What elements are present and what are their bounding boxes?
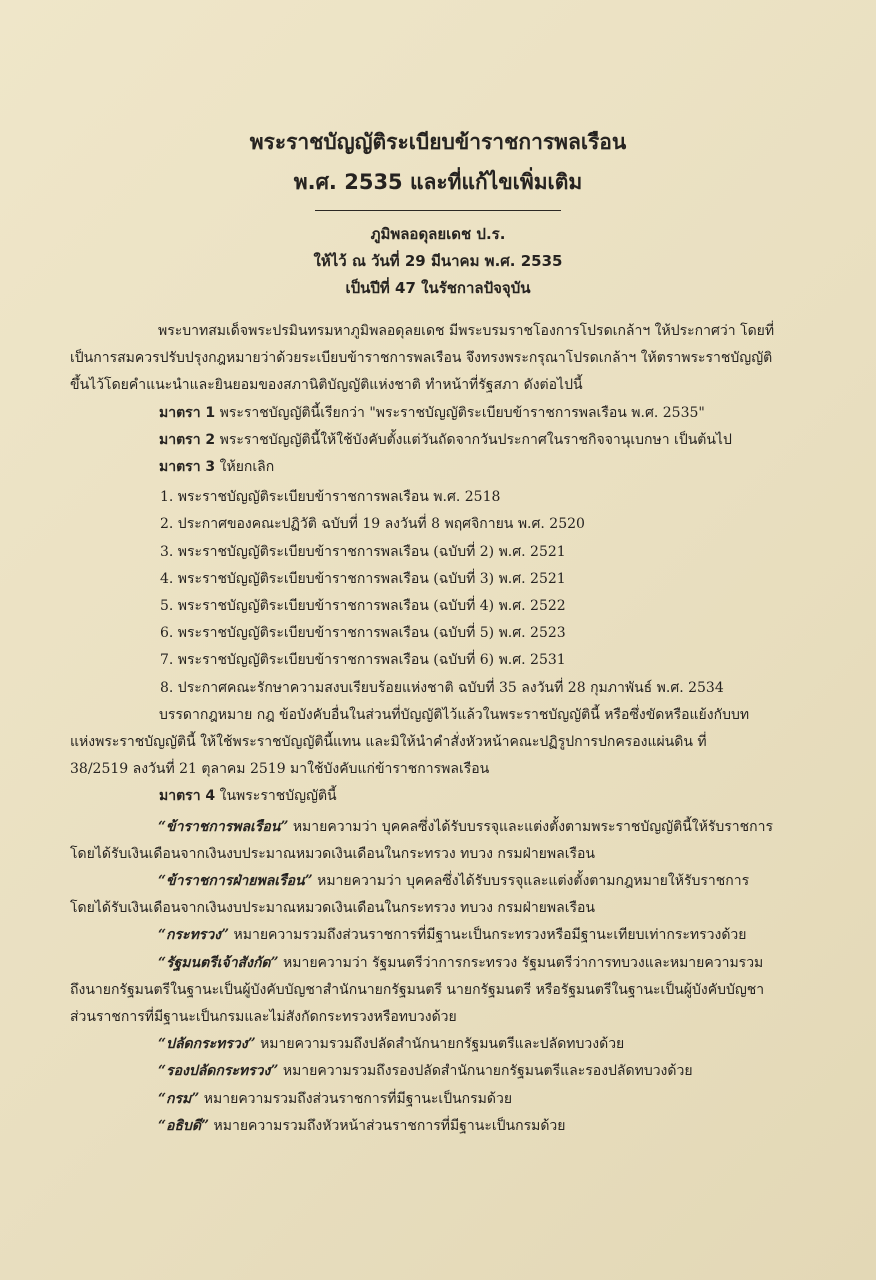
- definition-text: หมายความรวมถึงส่วนราชการที่มีฐานะเป็นกระทรวงหรือมีฐานะเทียบเท่ากระทรวงด้วย: [229, 927, 747, 944]
- list-item: 8. ประกาศคณะรักษาความสงบเรียบร้อยแห่งชาติ ฉบับที่ 35 ลงวันที่ 28 กุมภาพันธ์ พ.ศ. 2534: [160, 679, 724, 696]
- list-item: 5. พระราชบัญญัติระเบียบข้าราชการพลเรือน (ฉบับที่ 4) พ.ศ. 2522: [160, 598, 566, 615]
- definition-director-general: [70, 1113, 810, 1140]
- definition-civil-servant: [70, 814, 810, 841]
- section-1: [70, 400, 810, 427]
- definition-continuation: โดยได้รับเงินเดือนจากเงินงบประมาณหมวดเงินเดือนในกระทรวง ทบวง กรมฝ่ายพลเรือน: [70, 900, 595, 917]
- section-3-closing-line: บรรดากฎหมาย กฎ ข้อบังคับอื่นในส่วนที่บัญญัติไว้แล้วในพระราชบัญญัตินี้ หรือซึ่งขัดหรือแย้งกับบท: [159, 706, 750, 723]
- reign-year: เป็นปีที่ 47 ในรัชกาลปัจจุบัน: [345, 279, 531, 297]
- definitions: [70, 814, 810, 1140]
- definition-term: “ปลัดกระทรวง”: [158, 1036, 256, 1053]
- section-label: มาตรา 4: [159, 788, 216, 805]
- title-divider: [315, 210, 561, 211]
- section-2: [70, 427, 810, 454]
- list-item: 3. พระราชบัญญัติระเบียบข้าราชการพลเรือน (ฉบับที่ 2) พ.ศ. 2521: [160, 543, 566, 560]
- list-item: 7. พระราชบัญญัติระเบียบข้าราชการพลเรือน (ฉบับที่ 6) พ.ศ. 2531: [160, 652, 566, 669]
- definition-text: หมายความว่า บุคคลซึ่งได้รับบรรจุและแต่งตั้งตามพระราชบัญญัตินี้ให้รับราชการ: [288, 818, 773, 835]
- definition-ministry: [70, 922, 810, 949]
- section-4: [70, 783, 810, 810]
- definition-text: หมายความรวมถึงปลัดสำนักนายกรัฐมนตรีและปลัดทบวงด้วย: [255, 1036, 625, 1053]
- section-text: ให้ยกเลิก: [219, 459, 275, 476]
- definition-permanent-secretary: [70, 1031, 810, 1058]
- definition-term: “ข้าราชการฝ่ายพลเรือน”: [158, 873, 313, 890]
- section-3-closing-line: 38/2519 ลงวันที่ 21 ตุลาคม 2519 มาใช้บังคับแก่ข้าราชการพลเรือน: [70, 761, 490, 778]
- king-signature: ภูมิพลอดุลยเดช ป.ร.: [370, 225, 506, 243]
- definition-text: หมายความรวมถึงรองปลัดสำนักนายกรัฐมนตรีและรองปลัดทบวงด้วย: [278, 1063, 693, 1080]
- definition-term: “อธิบดี”: [158, 1117, 210, 1134]
- section-text: พระราชบัญญัตินี้เรียกว่า "พระราชบัญญัติระเบียบข้าราชการพลเรือน พ.ศ. 2535": [219, 404, 705, 421]
- list-item: 4. พระราชบัญญัติระเบียบข้าราชการพลเรือน (ฉบับที่ 3) พ.ศ. 2521: [160, 570, 566, 587]
- section-3-closing-line: แห่งพระราชบัญญัตินี้ ให้ใช้พระราชบัญญัตินี้แทน และมิให้นำคำสั่งหัวหน้าคณะปฏิรูปการปกครองแผ่นดิน ที่: [70, 734, 707, 751]
- section-3: [70, 454, 810, 481]
- definition-minister: [70, 950, 810, 977]
- list-item: 1. พระราชบัญญัติระเบียบข้าราชการพลเรือน พ.ศ. 2518: [160, 489, 501, 506]
- definition-civilian-official: [70, 868, 810, 895]
- section-label: มาตรา 1: [159, 404, 216, 421]
- definition-term: “ข้าราชการพลเรือน”: [158, 818, 289, 835]
- definition-term: “กระทรวง”: [158, 927, 230, 944]
- document-header: [0, 122, 876, 302]
- title-line-1: พระราชบัญญัติระเบียบข้าราชการพลเรือน: [249, 130, 627, 154]
- list-item: 6. พระราชบัญญัติระเบียบข้าราชการพลเรือน (ฉบับที่ 5) พ.ศ. 2523: [160, 625, 566, 642]
- given-date: ให้ไว้ ณ วันที่ 29 มีนาคม พ.ศ. 2535: [313, 252, 563, 270]
- definition-text: หมายความว่า บุคคลซึ่งได้รับบรรจุและแต่งตั้งตามกฎหมายให้รับราชการ: [312, 873, 750, 890]
- section-label: มาตรา 2: [159, 431, 216, 448]
- title-line-2: พ.ศ. 2535 และที่แก้ไขเพิ่มเติม: [293, 170, 583, 194]
- definition-text: หมายความว่า รัฐมนตรีว่าการกระทรวง รัฐมนตรีว่าการทบวงและหมายความรวม: [278, 954, 764, 971]
- definition-text: หมายความรวมถึงส่วนราชการที่มีฐานะเป็นกรมด้วย: [199, 1090, 513, 1107]
- definition-deputy-permanent-secretary: [70, 1058, 810, 1085]
- definition-continuation: โดยได้รับเงินเดือนจากเงินงบประมาณหมวดเงินเดือนในกระทรวง ทบวง กรมฝ่ายพลเรือน: [70, 845, 595, 862]
- section-text: ในพระราชบัญญัตินี้: [219, 788, 337, 805]
- preamble-line: พระบาทสมเด็จพระปรมินทรมหาภูมิพลอดุลยเดช มีพระบรมราชโองการโปรดเกล้าฯ ให้ประกาศว่า โดยที่: [158, 323, 775, 339]
- definition-term: “รัฐมนตรีเจ้าสังกัด”: [158, 954, 279, 971]
- definition-text: หมายความรวมถึงหัวหน้าส่วนราชการที่มีฐานะเป็นกรมด้วย: [209, 1117, 566, 1134]
- document-body: [70, 318, 810, 1140]
- section-label: มาตรา 3: [159, 459, 216, 476]
- definition-term: “กรม”: [158, 1090, 200, 1107]
- definition-department: [70, 1086, 810, 1113]
- section-text: พระราชบัญญัตินี้ให้ใช้บังคับตั้งแต่วันถัดจากวันประกาศในราชกิจจานุเบกษา เป็นต้นไป: [219, 431, 732, 448]
- definition-continuation: ส่วนราชการที่มีฐานะเป็นกรมและไม่สังกัดกระทรวงหรือทบวงด้วย: [70, 1009, 457, 1026]
- repealed-list: [70, 484, 810, 702]
- definition-continuation: ถึงนายกรัฐมนตรีในฐานะเป็นผู้บังคับบัญชาสำนักนายกรัฐมนตรี นายกรัฐมนตรี หรือรัฐมนตรีในฐานะเป็นผู้บังคับบัญชา: [70, 981, 765, 998]
- list-item: 2. ประกาศของคณะปฏิวัติ ฉบับที่ 19 ลงวันที่ 8 พฤศจิกายน พ.ศ. 2520: [160, 516, 585, 533]
- preamble-line: เป็นการสมควรปรับปรุงกฎหมายว่าด้วยระเบียบข้าราชการพลเรือน จึงทรงพระกรุณาโปรดเกล้าฯ ให้ตราพระราชบัญญัติ: [70, 350, 773, 367]
- preamble-line: ขึ้นไว้โดยคำแนะนำและยินยอมของสภานิติบัญญัติแห่งชาติ ทำหน้าที่รัฐสภา ดังต่อไปนี้: [70, 377, 583, 394]
- definition-term: “รองปลัดกระทรวง”: [158, 1063, 279, 1080]
